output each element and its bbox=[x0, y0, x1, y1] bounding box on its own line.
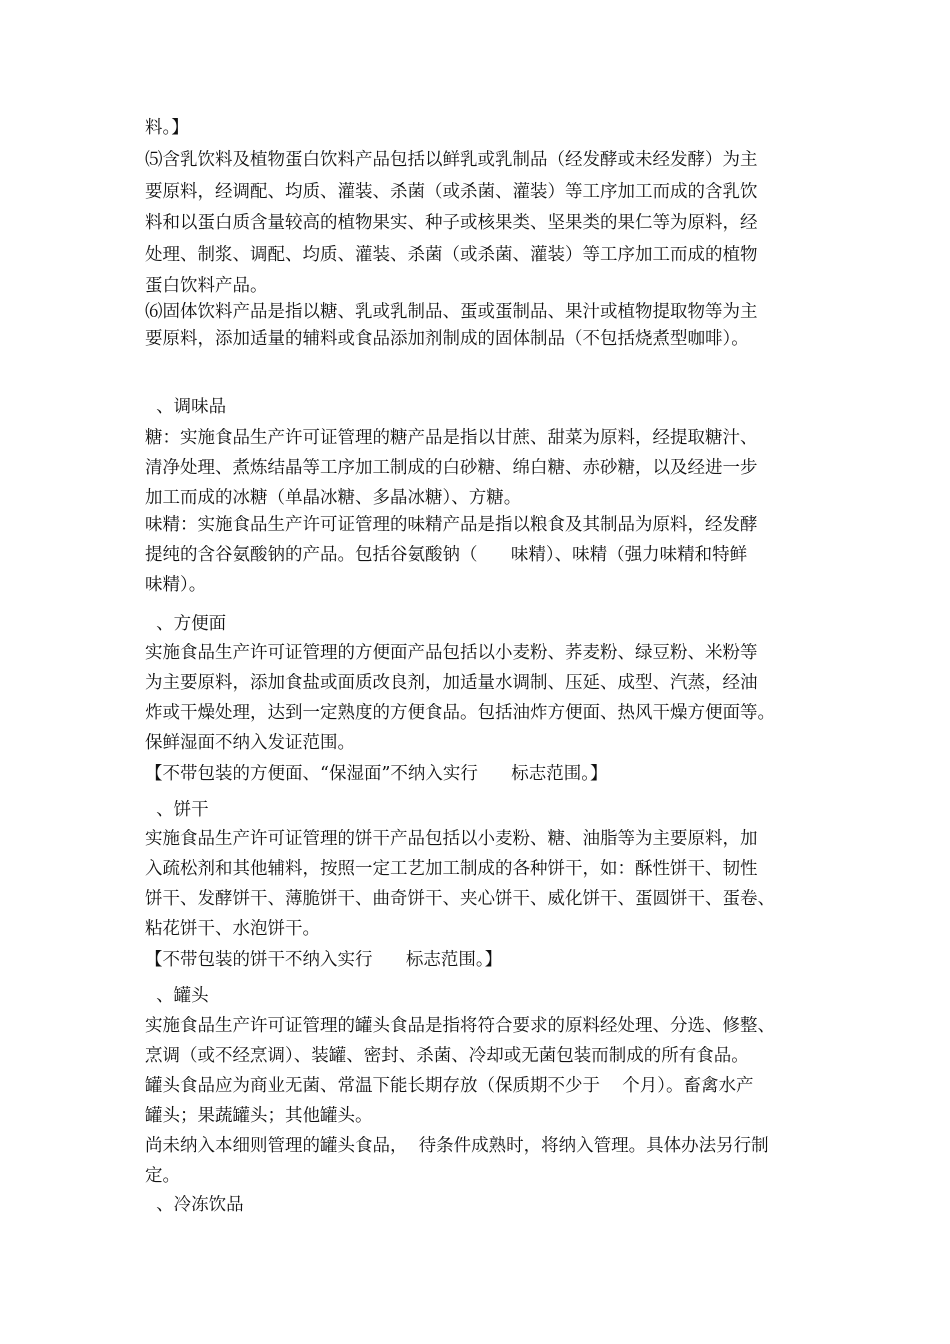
text-line: 罐头食品应为商业无菌、常温下能长期存放（保质期不少于 个月）。畜禽水产 bbox=[145, 1076, 754, 1096]
text-line: 味精）。 bbox=[145, 575, 207, 595]
text-line: 提纯的含谷氨酸钠的产品。包括谷氨酸钠（ 味精）、味精（强力味精和特鲜 bbox=[145, 545, 748, 565]
text-line: 饼干、发酵饼干、薄脆饼干、曲奇饼干、夹心饼干、威化饼干、蛋圆饼干、蛋卷、 bbox=[145, 889, 775, 909]
text-line: 处理、制浆、调配、均质、灌装、杀菌（或杀菌、灌装）等工序加工而成的植物 bbox=[145, 245, 758, 265]
text-line: 罐头；果蔬罐头；其他罐头。 bbox=[145, 1106, 373, 1126]
section-heading: 、饼干 bbox=[145, 800, 209, 820]
text-line: 粘花饼干、水泡饼干。 bbox=[145, 919, 320, 939]
text-line: 保鲜湿面不纳入发证范围。 bbox=[145, 733, 355, 753]
text-line: 实施食品生产许可证管理的罐头食品是指将符合要求的原料经处理、分选、修整、 bbox=[145, 1016, 775, 1036]
text-line: 要原料，添加适量的辅料或食品添加剂制成的固体制品（不包括烧煮型咖啡）。 bbox=[145, 329, 749, 349]
text-line: 要原料，经调配、均质、灌装、杀菌（或杀菌、灌装）等工序加工而成的含乳饮 bbox=[145, 182, 758, 202]
text-line: ⑹固体饮料产品是指以糖、乳或乳制品、蛋或蛋制品、果汁或植物提取物等为主 bbox=[145, 302, 758, 322]
section-heading: 、调味品 bbox=[145, 397, 227, 417]
text-line: 糖：实施食品生产许可证管理的糖产品是指以甘蔗、甜菜为原料，经提取糖汁、 bbox=[145, 428, 758, 448]
text-line: 蛋白饮料产品。 bbox=[145, 276, 268, 296]
section-heading: 、罐头 bbox=[145, 986, 209, 1006]
text-line: 味精：实施食品生产许可证管理的味精产品是指以粮食及其制品为原料，经发酵 bbox=[145, 515, 758, 535]
text-line: 定。 bbox=[145, 1166, 180, 1186]
text-line: 尚未纳入本细则管理的罐头食品， 待条件成熟时，将纳入管理。具体办法另行制 bbox=[145, 1136, 769, 1156]
section-heading: 、方便面 bbox=[145, 614, 227, 634]
text-line: 为主要原料，添加食盐或面质改良剂，加适量水调制、压延、成型、汽蒸，经油 bbox=[145, 673, 758, 693]
text-line: 【不带包装的饼干不纳入实行 标志范围。】 bbox=[145, 950, 503, 970]
text-line: 炸或干燥处理，达到一定熟度的方便食品。包括油炸方便面、热风干燥方便面等。 bbox=[145, 703, 775, 723]
text-line: 加工而成的冰糖（单晶冰糖、多晶冰糖）、方糖。 bbox=[145, 488, 522, 508]
text-line: 清净处理、煮炼结晶等工序加工制成的白砂糖、绵白糖、赤砂糖，以及经进一步 bbox=[145, 458, 758, 478]
text-line: 实施食品生产许可证管理的方便面产品包括以小麦粉、荞麦粉、绿豆粉、米粉等 bbox=[145, 643, 758, 663]
text-line: 【不带包装的方便面、“保湿面”不纳入实行 标志范围。】 bbox=[145, 764, 608, 784]
text-line: 料和以蛋白质含量较高的植物果实、种子或核果类、坚果类的果仁等为原料，经 bbox=[145, 213, 758, 233]
section-heading: 、冷冻饮品 bbox=[145, 1195, 244, 1215]
text-line: 入疏松剂和其他辅料，按照一定工艺加工制成的各种饼干，如：酥性饼干、韧性 bbox=[145, 859, 758, 879]
text-line: ⑸含乳饮料及植物蛋白饮料产品包括以鲜乳或乳制品（经发酵或未经发酵）为主 bbox=[145, 150, 758, 170]
text-line: 烹调（或不经烹调）、装罐、密封、杀菌、冷却或无菌包装而制成的所有食品。 bbox=[145, 1046, 749, 1066]
text-line: 实施食品生产许可证管理的饼干产品包括以小麦粉、糖、油脂等为主要原料，加 bbox=[145, 829, 758, 849]
text-line: 料。】 bbox=[145, 118, 189, 138]
